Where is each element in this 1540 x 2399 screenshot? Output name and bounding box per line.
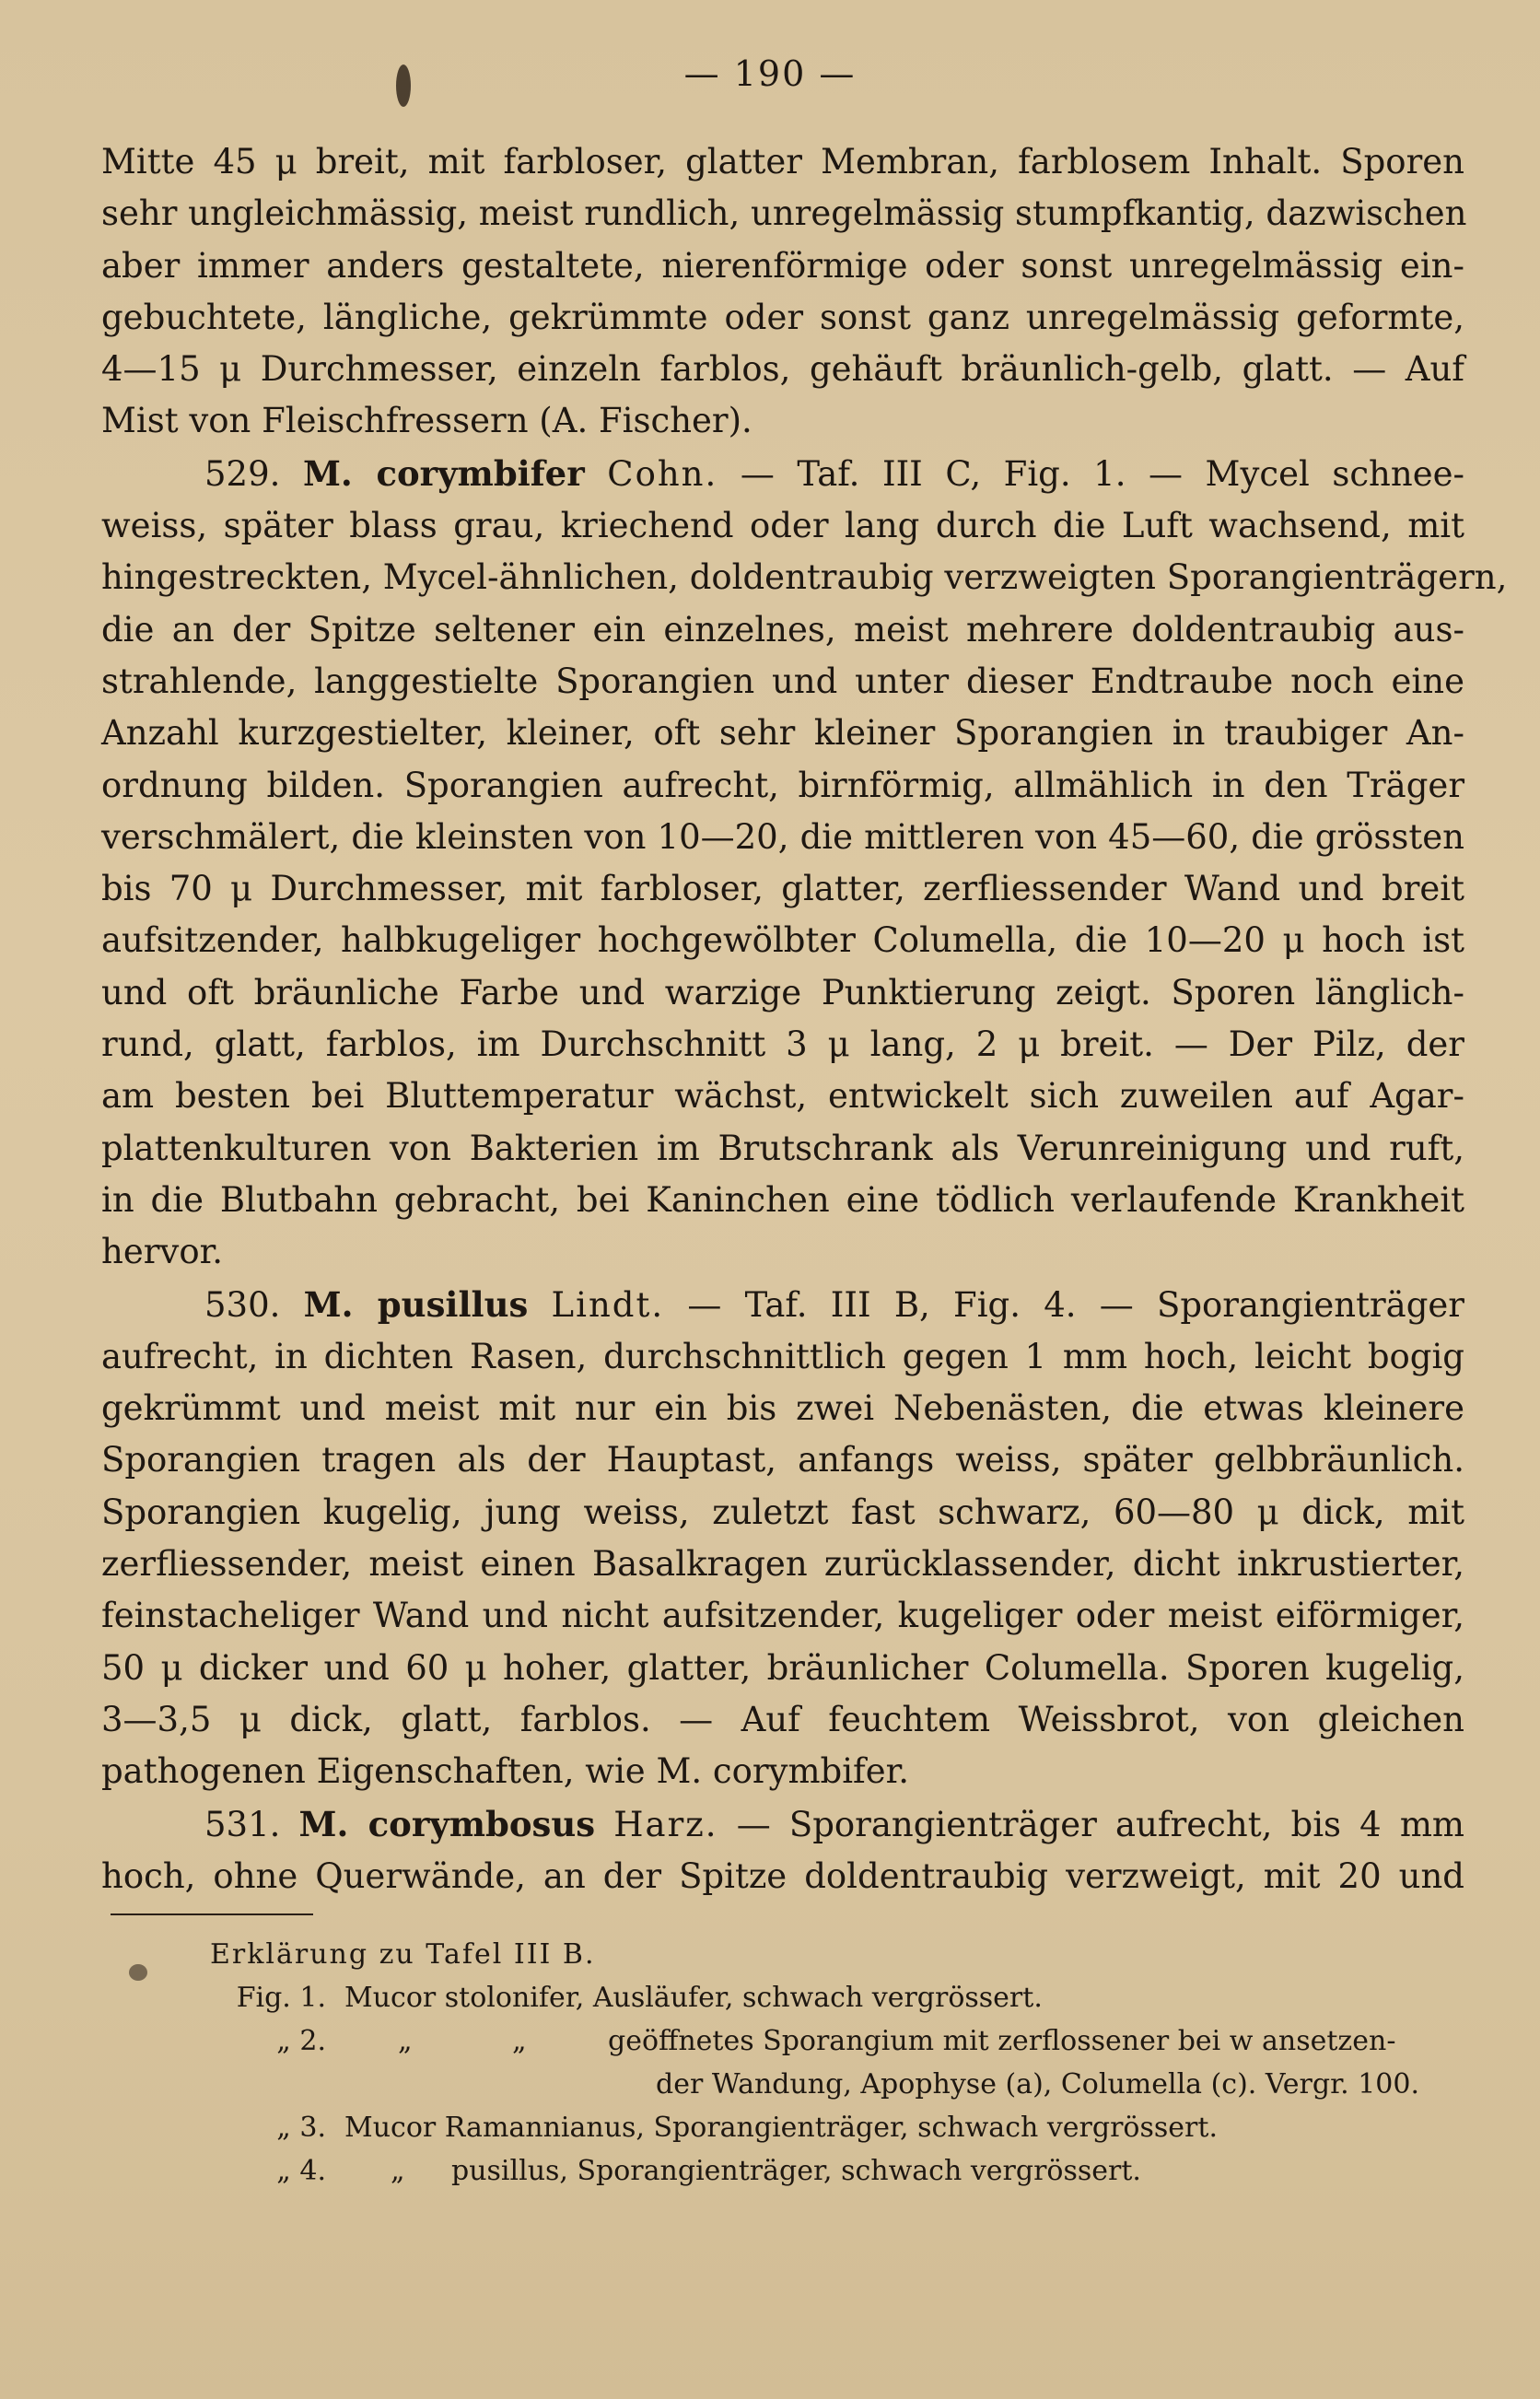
footnote-heading: Erklärung zu Tafel III B. [210,1938,596,1971]
entry-number: 531. [204,1804,281,1844]
figure-label: „ 3. [276,2112,326,2144]
footnote-divider [111,1913,313,1915]
text-line: aufsitzender, halbkugeliger hochgewölbter Columella, die 10—20 μ hoch ist [101,920,1464,961]
text-line: bis 70 μ Durchmesser, mit farbloser, glatter, zerfliessender Wand und breit [101,869,1464,909]
text-line: sehr ungleichmässig, meist rundlich, unregelmässig stumpfkantig, dazwischen [101,193,1467,234]
footnote-item [0,2106,1540,2149]
footnote-item [0,2019,1540,2063]
text-line: weiss, später blass grau, kriechend oder lang durch die Luft wachsend, mit [101,506,1464,546]
entry-text: — Taf. III C, Fig. 1. — Mycel schnee- [740,453,1465,494]
text-line: gekrümmt und meist mit nur ein bis zwei Nebenästen, die etwas kleinere [101,1388,1464,1429]
text-line: ordnung bilden. Sporangien aufrecht, birnförmig, allmählich in den Träger [101,765,1464,805]
figure-caption-continuation: der Wandung, Apophyse (a), Columella (c). Vergr. 100. [656,2068,1419,2101]
species-name: M. pusillus [303,1283,529,1325]
figure-label: „ 2. [276,2025,326,2057]
text-line: Anzahl kurzgestielter, kleiner, oft sehr kleiner Sporangien in traubiger An- [101,713,1464,754]
ditto-mark: „ [512,2025,527,2057]
species-entry-heading [101,1798,1464,1851]
text-line: Mist von Fleischfressern (A. Fischer). [101,401,752,441]
text-line: hervor. [101,1232,223,1272]
species-name: M. corymbifer [302,452,585,494]
text-line: in die Blutbahn gebracht, bei Kaninchen eine tödlich verlaufende Krankheit [101,1179,1464,1220]
main-text [101,136,1508,1902]
text-line: feinstacheliger Wand und nicht aufsitzender, kugeliger oder meist eiförmiger, [101,1596,1464,1636]
figure-caption: Mucor stolonifer, Ausläufer, schwach vergrössert. [344,1982,1043,2014]
species-author: Cohn. [607,453,718,494]
species-entry-heading [101,448,1464,500]
page-number: — 190 — [683,53,857,94]
text-line: und oft bräunliche Farbe und warzige Punktierung zeigt. Sporen länglich- [101,972,1464,1012]
text-line: aufrecht, in dichten Rasen, durchschnittlich gegen 1 mm hoch, leicht bogig [101,1336,1464,1376]
ditto-mark: „ [391,2155,405,2187]
text-line: verschmälert, die kleinsten von 10—20, die mittleren von 45—60, die grössten [101,816,1464,857]
text-line: Sporangien tragen als der Hauptast, anfangs weiss, später gelbbräunlich. [101,1440,1464,1480]
text-line: pathogenen Eigenschaften, wie M. corymbifer. [101,1751,910,1792]
text-line: Sporangien kugelig, jung weiss, zuletzt fast schwarz, 60—80 μ dick, mit [101,1492,1464,1532]
figure-caption: pusillus, Sporangienträger, schwach vergrössert. [451,2155,1141,2187]
text-line: aber immer anders gestaltete, nierenförmige oder sonst unregelmässig ein- [101,245,1464,286]
species-author: Lindt. [551,1284,665,1325]
text-line: strahlende, langgestielte Sporangien und unter dieser Endtraube noch eine [101,661,1464,701]
ditto-mark: „ [398,2025,413,2057]
text-line: 50 μ dicker und 60 μ hoher, glatter, bräunlicher Columella. Sporen kugelig, [101,1647,1464,1688]
species-author: Harz. [613,1804,718,1844]
text-line: 3—3,5 μ dick, glatt, farblos. — Auf feuchtem Weissbrot, von gleichen [101,1699,1464,1739]
figure-label: „ 4. [276,2155,326,2187]
figure-caption: geöffnetes Sporangium mit zerflossener bei w ansetzen- [608,2025,1396,2057]
entry-text: — Taf. III B, Fig. 4. — Sporangienträger [687,1284,1464,1325]
text-line: 4—15 μ Durchmesser, einzeln farblos, gehäuft bräunlich-gelb, glatt. — Auf [101,349,1464,390]
entry-number: 529. [204,453,281,494]
text-line: Mitte 45 μ breit, mit farbloser, glatter Membran, farblosem Inhalt. Sporen [101,142,1464,181]
entry-number: 530. [204,1284,281,1325]
species-entry-heading [101,1279,1464,1331]
footnote-item [0,1976,1540,2019]
species-name: M. corymbosus [298,1803,596,1844]
text-line: die an der Spitze seltener ein einzelnes, meist mehrere doldentraubig aus- [101,609,1464,649]
entry-text: — Sporangienträger aufrecht, bis 4 mm [736,1804,1465,1844]
text-line: rund, glatt, farblos, im Durchschnitt 3 μ lang, 2 μ breit. — Der Pilz, der [101,1024,1464,1065]
text-line: hingestreckten, Mycel-ähnlichen, doldentraubig verzweigten Sporangienträgern, [101,557,1508,598]
footnote-item [0,2149,1540,2193]
text-line: hoch, ohne Querwände, an der Spitze doldentraubig verzweigt, mit 20 und [101,1855,1464,1896]
text-line: zerfliessender, meist einen Basalkragen zurücklassender, dicht inkrustierter, [101,1544,1464,1585]
footnote-item [0,2063,1540,2106]
text-line: am besten bei Bluttemperatur wächst, entwickelt sich zuweilen auf Agar- [101,1076,1464,1117]
text-line: plattenkulturen von Bakterien im Brutschrank als Verunreinigung und ruft, [101,1128,1464,1168]
figure-caption: Mucor Ramannianus, Sporangienträger, schwach vergrössert. [344,2112,1218,2144]
figure-label: Fig. 1. [236,1982,326,2014]
text-line: gebuchtete, längliche, gekrümmte oder sonst ganz unregelmässig geformte, [101,297,1464,337]
